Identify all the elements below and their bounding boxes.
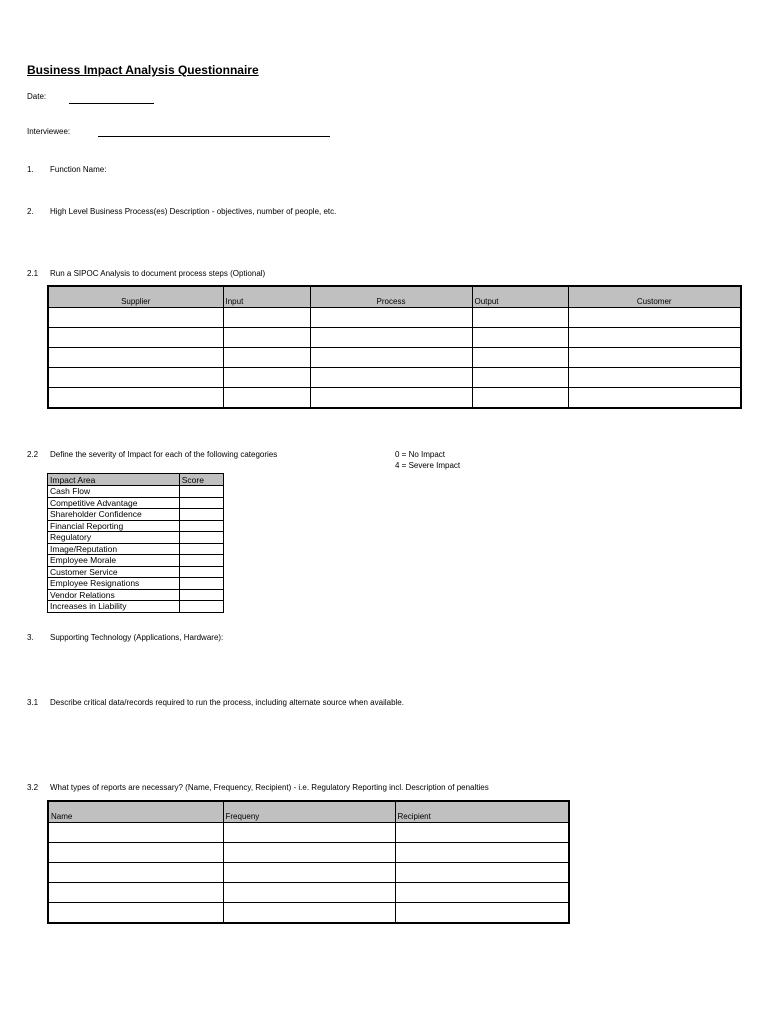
sipoc-cell-customer[interactable] <box>568 308 741 328</box>
sipoc-header-input: Input <box>223 286 310 308</box>
impact-row <box>48 520 224 532</box>
question-3-2-text: What types of reports are necessary? (Name, Frequency, Recipient) - i.e. Regulatory Reporting incl. Description of penalties <box>50 783 489 792</box>
impact-cell-score[interactable] <box>179 589 223 601</box>
reports-header-name: Name <box>48 801 223 823</box>
reports-cell-name[interactable] <box>48 903 223 924</box>
impact-cell-area: Customer Service <box>48 566 180 578</box>
sipoc-header-customer: Customer <box>568 286 741 308</box>
impact-cell-score[interactable] <box>179 543 223 555</box>
impact-header-score: Score <box>179 474 223 486</box>
question-2-2-text: Define the severity of Impact for each of the following categories <box>50 450 278 459</box>
impact-row <box>48 578 224 590</box>
scale-no-impact: 0 = No Impact <box>395 450 446 459</box>
sipoc-cell-output[interactable] <box>472 328 568 348</box>
sipoc-cell-supplier[interactable] <box>48 348 223 368</box>
scale-severe-impact: 4 = Severe Impact <box>395 461 461 470</box>
reports-cell-recipient[interactable] <box>395 903 569 924</box>
sipoc-cell-process[interactable] <box>310 368 472 388</box>
sipoc-cell-supplier[interactable] <box>48 368 223 388</box>
date-label: Date: <box>27 92 47 101</box>
sipoc-table <box>47 285 742 409</box>
impact-row <box>48 566 224 578</box>
sipoc-cell-supplier[interactable] <box>48 328 223 348</box>
impact-row <box>48 497 224 509</box>
sipoc-cell-supplier[interactable] <box>48 388 223 409</box>
impact-cell-score[interactable] <box>179 532 223 544</box>
impact-cell-score[interactable] <box>179 555 223 567</box>
reports-row <box>48 843 569 863</box>
impact-row <box>48 543 224 555</box>
reports-header-frequency: Frequeny <box>223 801 395 823</box>
sipoc-cell-process[interactable] <box>310 388 472 409</box>
impact-cell-score[interactable] <box>179 520 223 532</box>
reports-cell-name[interactable] <box>48 823 223 843</box>
reports-cell-recipient[interactable] <box>395 863 569 883</box>
impact-row <box>48 532 224 544</box>
impact-table <box>47 473 224 613</box>
sipoc-cell-supplier[interactable] <box>48 308 223 328</box>
impact-cell-area: Employee Morale <box>48 555 180 567</box>
reports-cell-name[interactable] <box>48 863 223 883</box>
reports-row <box>48 863 569 883</box>
impact-header-row <box>48 474 224 486</box>
reports-cell-frequency[interactable] <box>223 883 395 903</box>
impact-row <box>48 601 224 613</box>
question-2-2-number: 2.2 <box>27 450 39 459</box>
impact-cell-area: Financial Reporting <box>48 520 180 532</box>
impact-cell-area: Shareholder Confidence <box>48 509 180 521</box>
impact-row <box>48 509 224 521</box>
reports-cell-recipient[interactable] <box>395 883 569 903</box>
impact-row <box>48 486 224 498</box>
reports-row <box>48 823 569 843</box>
sipoc-header-supplier: Supplier <box>48 286 223 308</box>
reports-cell-frequency[interactable] <box>223 843 395 863</box>
question-2-text: High Level Business Process(es) Description - objectives, number of people, etc. <box>50 207 337 216</box>
question-3-2-number: 3.2 <box>27 783 39 792</box>
sipoc-cell-output[interactable] <box>472 308 568 328</box>
reports-cell-frequency[interactable] <box>223 863 395 883</box>
impact-row <box>48 555 224 567</box>
reports-table <box>47 800 570 924</box>
sipoc-cell-input[interactable] <box>223 388 310 409</box>
impact-cell-score[interactable] <box>179 486 223 498</box>
question-1-text: Function Name: <box>50 165 107 174</box>
sipoc-cell-output[interactable] <box>472 388 568 409</box>
impact-cell-score[interactable] <box>179 509 223 521</box>
question-1-number: 1. <box>27 165 34 174</box>
impact-cell-score[interactable] <box>179 601 223 613</box>
sipoc-cell-process[interactable] <box>310 308 472 328</box>
question-2-number: 2. <box>27 207 34 216</box>
date-field-line[interactable] <box>69 103 154 104</box>
impact-cell-score[interactable] <box>179 578 223 590</box>
impact-header-area: Impact Area <box>48 474 180 486</box>
page-title: Business Impact Analysis Questionnaire <box>27 63 259 77</box>
reports-cell-name[interactable] <box>48 843 223 863</box>
impact-cell-score[interactable] <box>179 497 223 509</box>
impact-cell-area: Cash Flow <box>48 486 180 498</box>
sipoc-row <box>48 348 741 368</box>
interviewee-field-line[interactable] <box>98 136 330 137</box>
sipoc-row <box>48 388 741 409</box>
sipoc-header-row <box>48 286 741 308</box>
reports-cell-frequency[interactable] <box>223 903 395 924</box>
sipoc-header-output: Output <box>472 286 568 308</box>
impact-cell-area: Image/Reputation <box>48 543 180 555</box>
sipoc-cell-process[interactable] <box>310 328 472 348</box>
impact-row <box>48 589 224 601</box>
reports-row <box>48 883 569 903</box>
question-2-1-text: Run a SIPOC Analysis to document process steps (Optional) <box>50 269 266 278</box>
sipoc-header-process: Process <box>310 286 472 308</box>
impact-cell-area: Vendor Relations <box>48 589 180 601</box>
sipoc-cell-input[interactable] <box>223 368 310 388</box>
question-2-1-number: 2.1 <box>27 269 39 278</box>
reports-header-recipient: Recipient <box>395 801 569 823</box>
impact-cell-area: Increases in Liability <box>48 601 180 613</box>
sipoc-cell-customer[interactable] <box>568 388 741 409</box>
reports-cell-frequency[interactable] <box>223 823 395 843</box>
sipoc-cell-output[interactable] <box>472 348 568 368</box>
question-3-1-text: Describe critical data/records required to run the process, including alternate source when available. <box>50 698 404 707</box>
sipoc-row <box>48 308 741 328</box>
impact-cell-area: Competitive Advantage <box>48 497 180 509</box>
sipoc-cell-input[interactable] <box>223 348 310 368</box>
sipoc-cell-output[interactable] <box>472 368 568 388</box>
sipoc-cell-customer[interactable] <box>568 368 741 388</box>
sipoc-cell-input[interactable] <box>223 328 310 348</box>
question-3-1-number: 3.1 <box>27 698 39 707</box>
reports-cell-recipient[interactable] <box>395 843 569 863</box>
sipoc-row <box>48 368 741 388</box>
reports-cell-recipient[interactable] <box>395 823 569 843</box>
reports-header-row <box>48 801 569 823</box>
sipoc-cell-process[interactable] <box>310 348 472 368</box>
sipoc-cell-customer[interactable] <box>568 348 741 368</box>
impact-cell-score[interactable] <box>179 566 223 578</box>
impact-cell-area: Regulatory <box>48 532 180 544</box>
question-3-number: 3. <box>27 633 34 642</box>
impact-cell-area: Employee Resignations <box>48 578 180 590</box>
sipoc-cell-customer[interactable] <box>568 328 741 348</box>
sipoc-cell-input[interactable] <box>223 308 310 328</box>
reports-cell-name[interactable] <box>48 883 223 903</box>
reports-row <box>48 903 569 924</box>
question-3-text: Supporting Technology (Applications, Hardware): <box>50 633 224 642</box>
interviewee-label: Interviewee: <box>27 127 71 136</box>
sipoc-row <box>48 328 741 348</box>
